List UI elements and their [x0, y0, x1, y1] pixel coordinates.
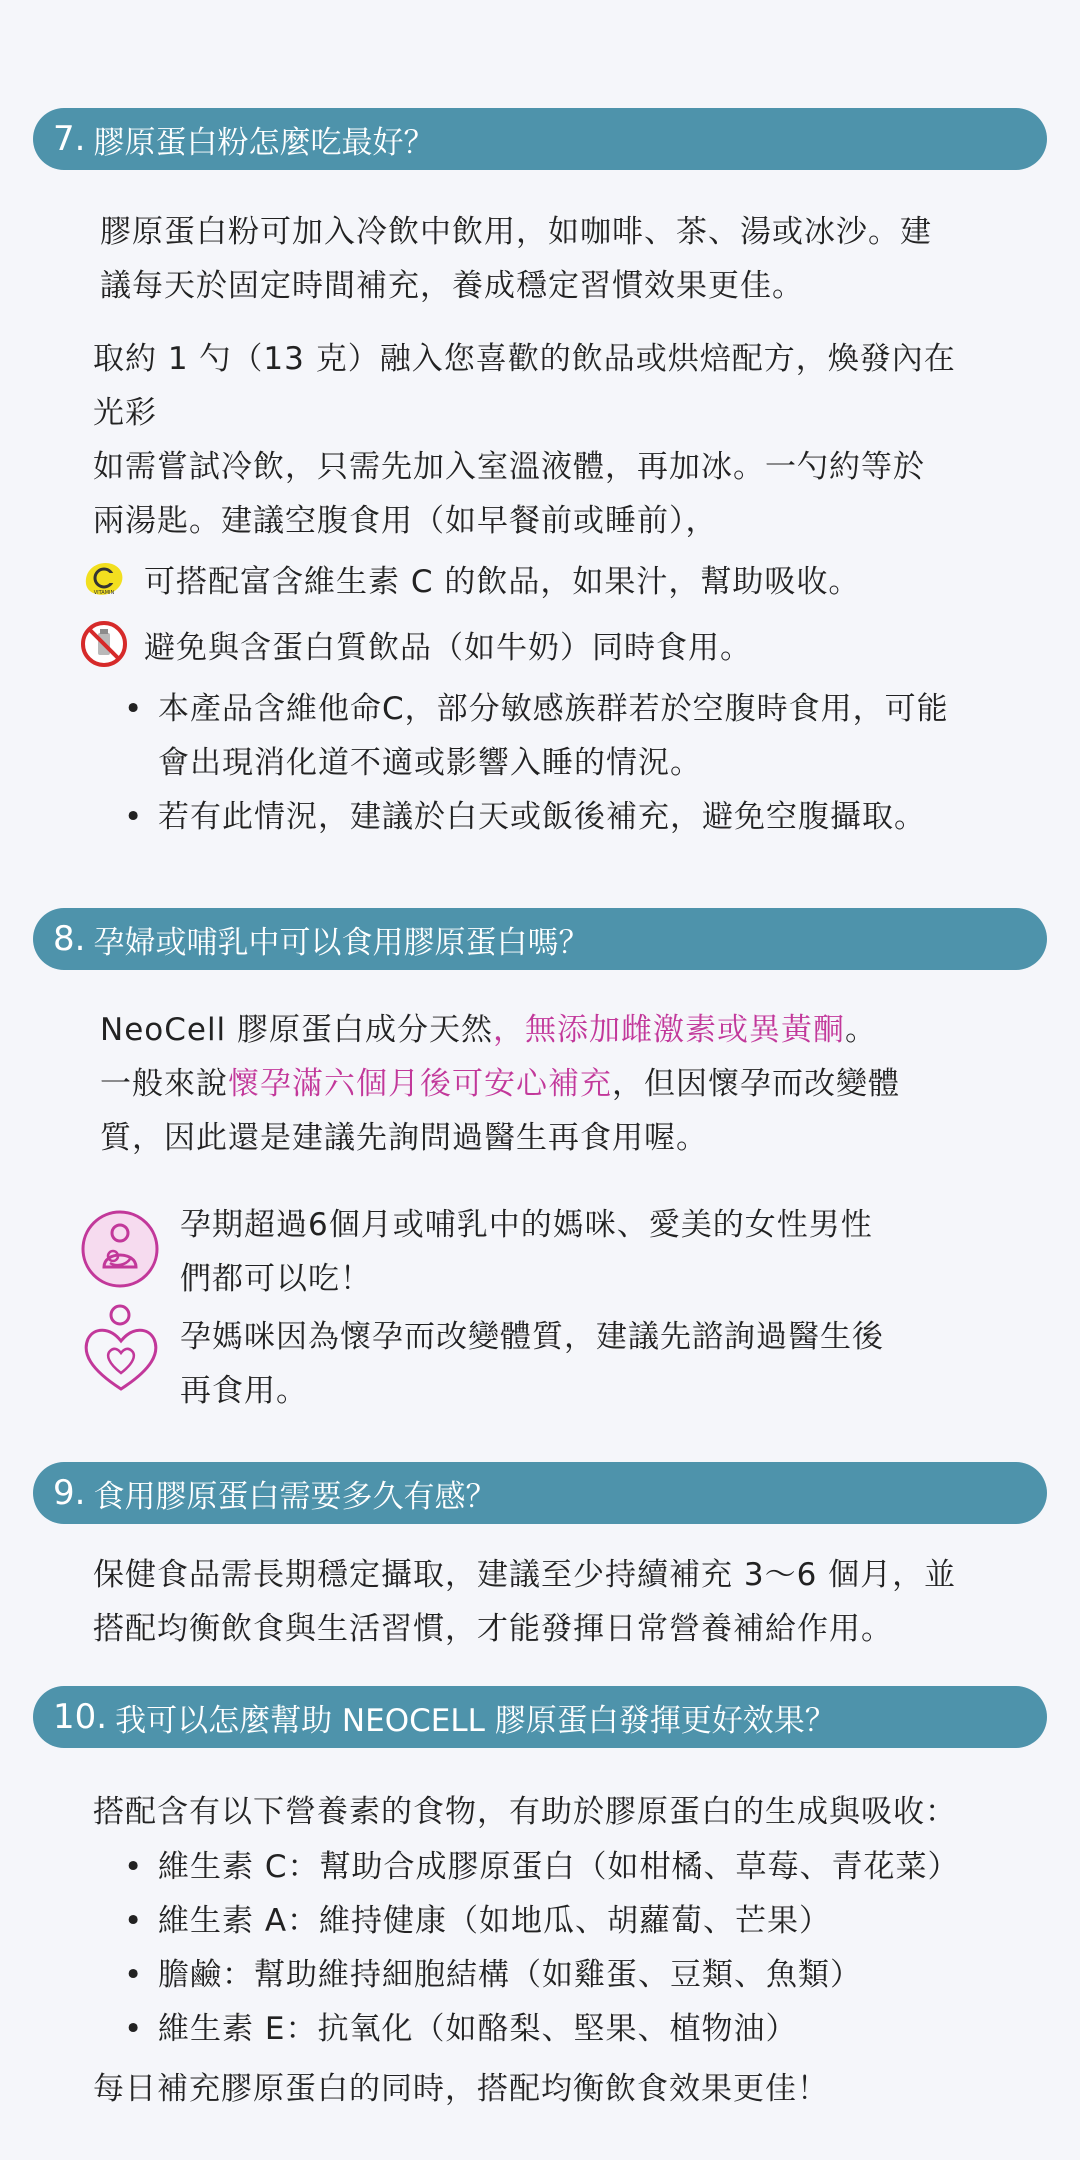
list-item: • 維生素 E：抗氧化（如酪梨、堅果、植物油）	[124, 2002, 960, 2056]
section-title: 膠原蛋白粉怎麼吃最好？	[93, 124, 435, 161]
section-8-body: NeoCell 膠原蛋白成分天然，無添加雌激素或異黃酮。 一般來說懷孕滿六個月後可安心補充，但因懷孕而改變體 質，因此還是建議先詢問過醫生再食用喔。	[100, 1012, 900, 1156]
section-title: 孕婦或哺乳中可以食用膠原蛋白嗎？	[93, 924, 590, 961]
tip-avoid-milk: 避免與含蛋白質飲品（如牛奶）同時食用。	[80, 617, 752, 671]
section-title: 食用膠原蛋白需要多久有感？	[93, 1478, 497, 1515]
list-item: • 維生素 A：維持健康（如地瓜、胡蘿蔔、芒果）	[124, 1894, 960, 1948]
section-10-header	[33, 1686, 1047, 1748]
breastfeeding-mother-icon	[80, 1209, 160, 1289]
mother-heart-icon	[80, 1303, 162, 1393]
section-number: 10.	[53, 1697, 108, 1737]
no-milk-icon	[80, 620, 128, 668]
list-item: • 膽鹼：幫助維持細胞結構（如雞蛋、豆類、魚類）	[124, 1948, 960, 2002]
section-title: 我可以怎麼幫助 NEOCELL 膠原蛋白發揮更好效果？	[115, 1702, 836, 1739]
section-10-intro: 搭配含有以下營養素的食物，有助於膠原蛋白的生成與吸收：	[93, 1794, 957, 1830]
section-7-intro: 膠原蛋白粉可加入冷飲中飲用，如咖啡、茶、湯或冰沙。建 議每天於固定時間補充，養成穩定習慣效果更佳。	[100, 214, 932, 304]
section-9-body: 保健食品需長期穩定攝取，建議至少持續補充 3～6 個月，並 搭配均衡飲食與生活習慣，才能發揮日常營養補給作用。	[93, 1557, 957, 1647]
section-10-outro: 每日補充膠原蛋白的同時，搭配均衡飲食效果更佳！	[93, 2071, 829, 2107]
list-item: • 若有此情況，建議於白天或飯後補充，避免空腹攝取。	[124, 790, 949, 844]
section-7-header	[33, 108, 1047, 170]
section-10-bullets	[124, 1840, 960, 2056]
highlight-text: 懷孕滿六個月後可安心補充	[228, 1066, 612, 1102]
section-number: 9.	[53, 1473, 86, 1513]
section-number: 7.	[53, 119, 86, 159]
svg-text:VITAMIN: VITAMIN	[93, 590, 115, 596]
list-item: • 維生素 C：幫助合成膠原蛋白（如柑橘、草莓、青花菜）	[124, 1840, 960, 1894]
tip-vitamin-c: VITAMIN 可搭配富含維生素 C 的飲品，如果汁，幫助吸收。	[80, 551, 860, 605]
list-item: • 本產品含維他命C，部分敏感族群若於空腹時食用，可能 會出現消化道不適或影響入睡的情況。	[124, 682, 949, 790]
section-8-header	[33, 908, 1047, 970]
section-9-header	[33, 1462, 1047, 1524]
section-7-usage: 取約 1 勺（13 克）融入您喜歡的飲品或烘焙配方，煥發內在 光彩 如需嘗試冷飲，只需先加入室溫液體，再加冰。一勺約等於 兩湯匙。建議空腹食用（如早餐前或睡前），	[93, 341, 956, 539]
section-7-bullets	[124, 682, 949, 844]
vitamin-c-icon	[80, 554, 128, 602]
highlight-text: ，無添加雌激素或異黃酮	[493, 1012, 846, 1048]
section-number: 8.	[53, 919, 86, 959]
